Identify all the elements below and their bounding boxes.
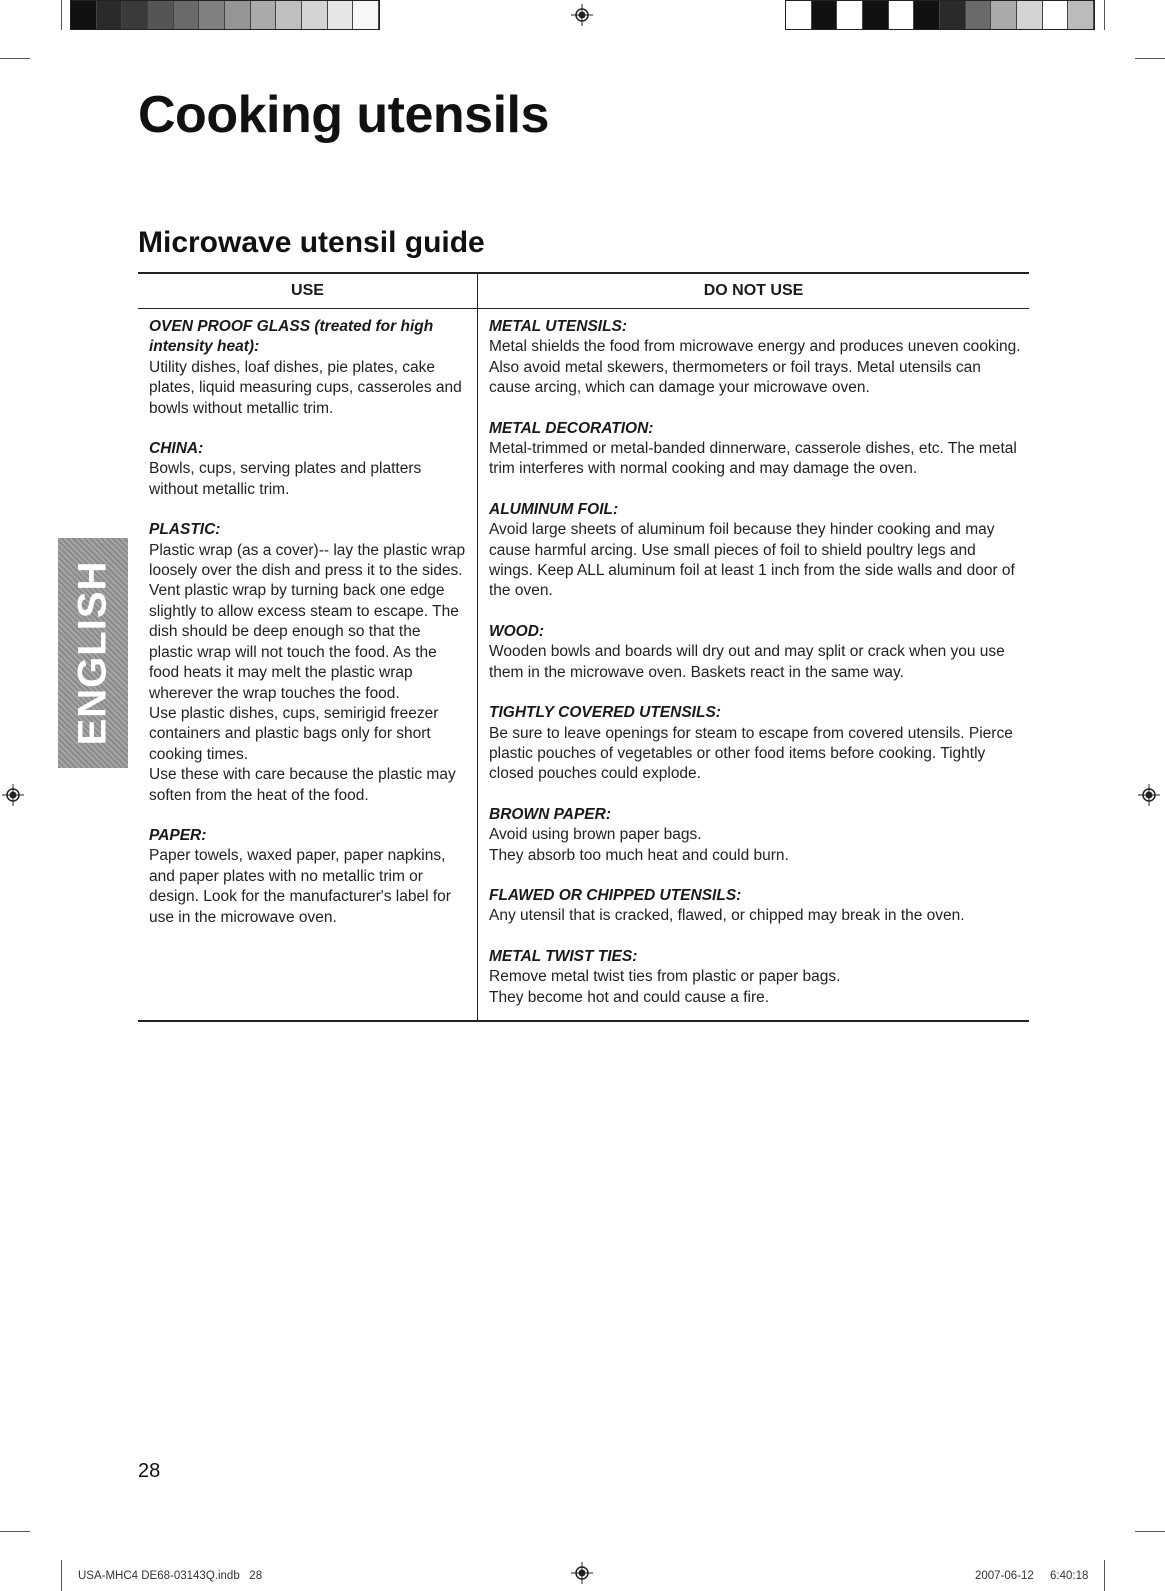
registration-mark-icon <box>571 1562 593 1584</box>
utensil-entry <box>149 439 467 500</box>
utensil-category: PAPER: <box>149 826 207 844</box>
utensil-description: Wooden bowls and boards will dry out and may split or crack when you use them in the microwave oven. Baskets react in the same way. <box>489 643 1005 681</box>
crop-mark <box>0 1531 30 1532</box>
color-swatch <box>276 1 302 29</box>
crop-mark <box>61 1560 62 1591</box>
table-body-row <box>138 309 1029 1020</box>
utensil-description: Paper towels, waxed paper, paper napkins, and paper plates with no metallic trim or design. Look for the manufacturer's label for use in the microwave oven. <box>149 847 451 926</box>
utensil-description: Utility dishes, loaf dishes, pie plates, cake plates, liquid measuring cups, casseroles and bowls without metallic trim. <box>149 358 462 417</box>
utensil-description: Any utensil that is cracked, flawed, or chipped may break in the oven. <box>489 907 965 925</box>
utensil-category: PLASTIC: <box>149 521 221 539</box>
column-header-do-not-use: DO NOT USE <box>477 274 1029 308</box>
language-tab-label: ENGLISH <box>70 560 115 746</box>
utensil-description: Plastic wrap (as a cover)-- lay the plastic wrap loosely over the dish and press it to the sides. Vent plastic wrap by turning back one edge slightly to allow excess steam to escape. The dish should be deep enough so that the plastic wrap will not touch the food. As the food heats it may melt the plastic wrap wherever the wrap touches the food. Use plastic dishes, cups, semirigid freezer containers and plastic bags only for short cooking times. Use these with care because the plastic may soften from the heat of the food. <box>149 541 466 804</box>
language-side-tab <box>58 538 128 768</box>
utensil-category: FLAWED OR CHIPPED UTENSILS: <box>489 886 742 904</box>
utensil-entry <box>489 500 1021 602</box>
utensil-description: Avoid large sheets of aluminum foil because they hinder cooking and may cause harmful arcing. Use small pieces of foil to shield poultry legs and wings. Keep ALL aluminum foil at least 1 inch from the side walls and door of the oven. <box>489 521 1015 600</box>
page-number: 28 <box>138 1460 161 1482</box>
color-swatch <box>837 1 863 29</box>
crop-mark <box>61 0 62 30</box>
color-swatch <box>1068 1 1094 29</box>
utensil-entry <box>489 886 1021 927</box>
utensil-description: Be sure to leave openings for steam to escape from covered utensils. Pierce plastic pouches of vegetables or other food items before cooking. Tightly closed pouches could explode. <box>489 724 1013 783</box>
utensil-description: Metal shields the food from microwave energy and produces uneven cooking. Also avoid metal skewers, thermometers or foil trays. Metal utensils can cause arcing, which can damage your microwave oven. <box>489 338 1021 397</box>
page-title: Cooking utensils <box>138 86 549 144</box>
crop-mark <box>1104 0 1105 30</box>
column-header-use: USE <box>291 282 324 299</box>
color-bar-right <box>785 0 1095 30</box>
color-swatch <box>199 1 225 29</box>
crop-mark <box>1104 1560 1105 1591</box>
utensil-category: ALUMINUM FOIL: <box>489 500 619 518</box>
color-swatch <box>1017 1 1043 29</box>
utensil-category: BROWN PAPER: <box>489 805 611 823</box>
footer-file-name: USA-MHC4 DE68-03143Q.indb 28 <box>78 1570 263 1582</box>
utensil-category: METAL UTENSILS: <box>489 318 628 335</box>
utensil-entry <box>489 419 1021 480</box>
utensil-description: Remove metal twist ties from plastic or paper bags. They become hot and could cause a fire. <box>489 968 841 1006</box>
crop-mark <box>1135 58 1165 59</box>
color-swatch <box>812 1 838 29</box>
footer-date: 2007-06-12 <box>975 1570 1034 1582</box>
utensil-description: Bowls, cups, serving plates and platters without metallic trim. <box>149 460 422 498</box>
color-bar-left <box>70 0 380 30</box>
utensil-category: OVEN PROOF GLASS (treated for high intensity heat): <box>149 318 434 356</box>
crop-mark <box>0 58 30 59</box>
use-column <box>138 309 477 1020</box>
color-swatch <box>914 1 940 29</box>
section-title: Microwave utensil guide <box>138 226 485 259</box>
utensil-description: Metal-trimmed or metal-banded dinnerware, casserole dishes, etc. The metal trim interferes with normal cooking and may damage the oven. <box>489 440 1017 478</box>
table-header-row <box>138 274 1029 309</box>
color-swatch <box>1043 1 1069 29</box>
color-swatch <box>786 1 812 29</box>
utensil-guide-table <box>138 272 1029 1022</box>
utensil-entry <box>489 947 1021 1008</box>
utensil-entry <box>489 622 1021 683</box>
utensil-category: METAL DECORATION: <box>489 419 654 437</box>
color-swatch <box>940 1 966 29</box>
footer-time: 6:40:18 <box>1050 1570 1089 1582</box>
utensil-category: WOOD: <box>489 622 545 640</box>
color-swatch <box>328 1 354 29</box>
utensil-category: TIGHTLY COVERED UTENSILS: <box>489 704 721 722</box>
utensil-entry <box>489 317 1021 399</box>
color-swatch <box>148 1 174 29</box>
utensil-entry <box>149 520 467 806</box>
utensil-category: METAL TWIST TIES: <box>489 947 638 965</box>
color-swatch <box>122 1 148 29</box>
utensil-entry <box>149 826 467 928</box>
color-swatch <box>966 1 992 29</box>
color-swatch <box>302 1 328 29</box>
do-not-use-column <box>477 309 1029 1020</box>
color-swatch <box>71 1 97 29</box>
registration-mark-icon <box>2 784 24 806</box>
utensil-entry <box>149 317 467 419</box>
color-swatch <box>251 1 277 29</box>
crop-mark <box>1135 1531 1165 1532</box>
utensil-entry <box>489 703 1021 785</box>
utensil-category: CHINA: <box>149 440 204 458</box>
utensil-entry <box>489 805 1021 866</box>
utensil-description: Avoid using brown paper bags. They absorb too much heat and could burn. <box>489 826 789 864</box>
color-swatch <box>174 1 200 29</box>
color-swatch <box>889 1 915 29</box>
color-swatch <box>225 1 251 29</box>
registration-mark-icon <box>571 4 593 26</box>
registration-mark-icon <box>1138 784 1160 806</box>
color-swatch <box>353 1 379 29</box>
color-swatch <box>97 1 123 29</box>
color-swatch <box>991 1 1017 29</box>
color-swatch <box>863 1 889 29</box>
